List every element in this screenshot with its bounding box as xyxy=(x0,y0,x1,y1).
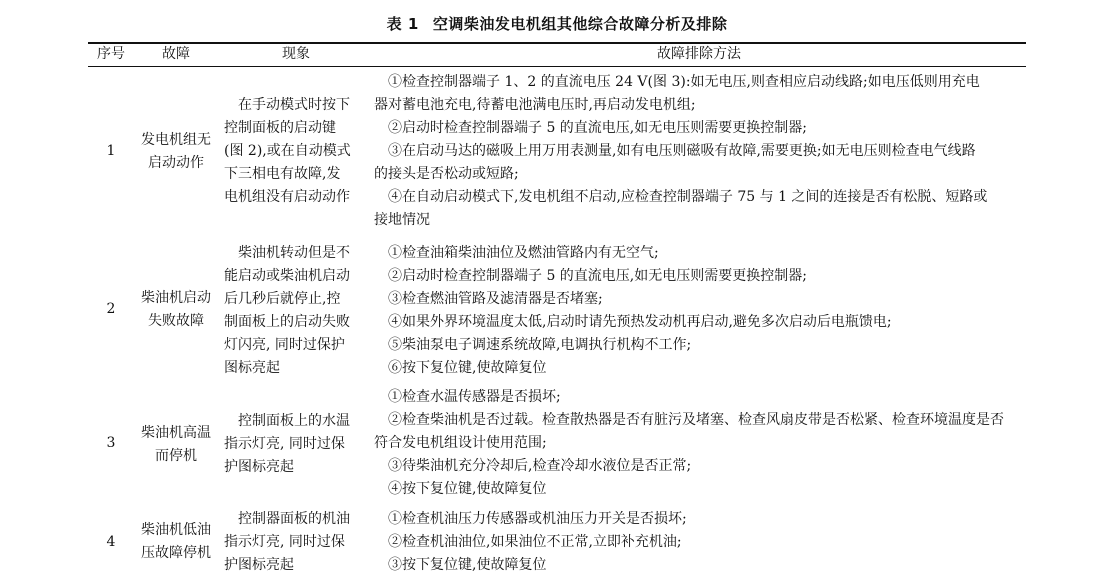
row4-symptom xyxy=(224,508,370,577)
row1-symptom-line: 控制面板的启动键 xyxy=(224,120,336,136)
row2-symptom-line: 能启动或柴油机启动 xyxy=(224,268,350,284)
row1-symptom-line: 下三相电有故障,发 xyxy=(224,166,341,182)
row1-method-line: ④在自动启动模式下,发电机组不启动,应检查控制器端子 75 与 1 之间的连接是否有松脱、短路或 xyxy=(388,189,988,205)
row1-fault-line: 启动动作 xyxy=(148,155,204,171)
row1-method-line: ①检查控制器端子 1、2 的直流电压 24 V(图 3):如无电压,则查相应启动线路;如电压低则用充电 xyxy=(388,74,980,90)
row1-method-line: ③在启动马达的磁吸上用万用表测量,如有电压则磁吸有故障,需要更换;如无电压则检查电气线路 xyxy=(388,143,976,159)
row1-method-line: 的接头是否松动或短路; xyxy=(374,166,519,182)
row3-method-line: ④按下复位键,使故障复位 xyxy=(388,481,547,497)
row3-method-line: 符合发电机组设计使用范围; xyxy=(374,435,547,451)
row1-fault-line: 发电机组无 xyxy=(141,132,211,148)
row3-fault xyxy=(134,422,218,468)
row1-symptom-line: (图 2),或在自动模式 xyxy=(224,143,351,159)
row2-symptom-line: 制面板上的启动失败 xyxy=(224,314,350,330)
row4-fault-line: 柴油机低油 xyxy=(141,522,211,538)
row4-method-line: ①检查机油压力传感器或机油压力开关是否损坏; xyxy=(388,511,687,527)
row3-symptom xyxy=(224,410,370,479)
row4-method-line: ②检查机油油位,如果油位不正常,立即补充机油; xyxy=(388,534,682,550)
row2-fault-line: 柴油机启动 xyxy=(141,290,211,306)
row1-symptom-line: 电机组没有启动动作 xyxy=(224,189,350,205)
row3-fault-line: 柴油机高温 xyxy=(141,425,211,441)
row1-method-line: ②启动时检查控制器端子 5 的直流电压,如无电压则需要更换控制器; xyxy=(388,120,807,136)
row2-symptom-line: 柴油机转动但是不 xyxy=(238,245,350,261)
header-fault: 故障 xyxy=(162,46,190,62)
row3-symptom-line: 护图标亮起 xyxy=(224,459,294,475)
row3-fault-line: 而停机 xyxy=(155,448,197,464)
row4-index: 4 xyxy=(106,534,116,550)
row2-symptom-line: 图标亮起 xyxy=(224,360,280,376)
row3-method-line: ③待柴油机充分冷却后,检查冷却水液位是否正常; xyxy=(388,458,692,474)
row1-symptom xyxy=(224,94,370,209)
table-header-rule xyxy=(88,66,1026,67)
row2-method-line: ④如果外界环境温度太低,启动时请先预热发动机再启动,避免多次启动后电瓶馈电; xyxy=(388,314,892,330)
header-method: 故障排除方法 xyxy=(657,46,741,62)
row2-method-line: ③检查燃油管路及滤清器是否堵塞; xyxy=(388,291,603,307)
row1-index: 1 xyxy=(106,143,116,159)
row1-method xyxy=(374,71,1024,232)
row2-index: 2 xyxy=(106,301,116,317)
row1-method-line: 器对蓄电池充电,待蓄电池满电压时,再启动发电机组; xyxy=(374,97,696,113)
row3-index: 3 xyxy=(106,435,116,451)
row2-symptom-line: 后几秒后就停止,控 xyxy=(224,291,341,307)
row4-fault xyxy=(134,519,218,565)
row4-fault-line: 压故障停机 xyxy=(141,545,211,561)
row1-symptom-line: 在手动模式时按下 xyxy=(238,97,350,113)
row2-method-line: ⑤柴油泵电子调速系统故障,电调执行机构不工作; xyxy=(388,337,692,353)
header-index: 序号 xyxy=(97,46,125,62)
row4-symptom-line: 护图标亮起 xyxy=(224,557,294,573)
row3-symptom-line: 指示灯亮, 同时过保 xyxy=(224,436,345,452)
row4-method-line: ③按下复位键,使故障复位 xyxy=(388,557,547,573)
row3-method-line: ①检查水温传感器是否损坏; xyxy=(388,389,561,405)
header-symptom: 现象 xyxy=(282,46,310,62)
table-caption xyxy=(0,12,1114,36)
row3-symptom-line: 控制面板上的水温 xyxy=(238,413,350,429)
row4-method xyxy=(374,508,1024,577)
row3-method xyxy=(374,386,1024,501)
row4-symptom-line: 指示灯亮, 同时过保 xyxy=(224,534,345,550)
row2-method xyxy=(374,242,1024,380)
row2-method-line: ②启动时检查控制器端子 5 的直流电压,如无电压则需要更换控制器; xyxy=(388,268,807,284)
row4-symptom-line: 控制器面板的机油 xyxy=(238,511,350,527)
row2-method-line: ①检查油箱柴油油位及燃油管路内有无空气; xyxy=(388,245,659,261)
row2-symptom xyxy=(224,242,370,380)
table-caption-title: 空调柴油发电机组其他综合故障分析及排除 xyxy=(432,15,728,33)
row2-symptom-line: 灯闪亮, 同时过保护 xyxy=(224,337,345,353)
row2-method-line: ⑥按下复位键,使故障复位 xyxy=(388,360,547,376)
row3-method-line: ②检查柴油机是否过载。检查散热器是否有脏污及堵塞、检查风扇皮带是否松紧、检查环境温度是否 xyxy=(388,412,1004,428)
row1-method-line: 接地情况 xyxy=(374,212,430,228)
row2-fault-line: 失败故障 xyxy=(148,313,204,329)
row2-fault xyxy=(134,287,218,333)
row1-fault xyxy=(134,129,218,175)
table-caption-number: 表 1 xyxy=(386,15,419,33)
